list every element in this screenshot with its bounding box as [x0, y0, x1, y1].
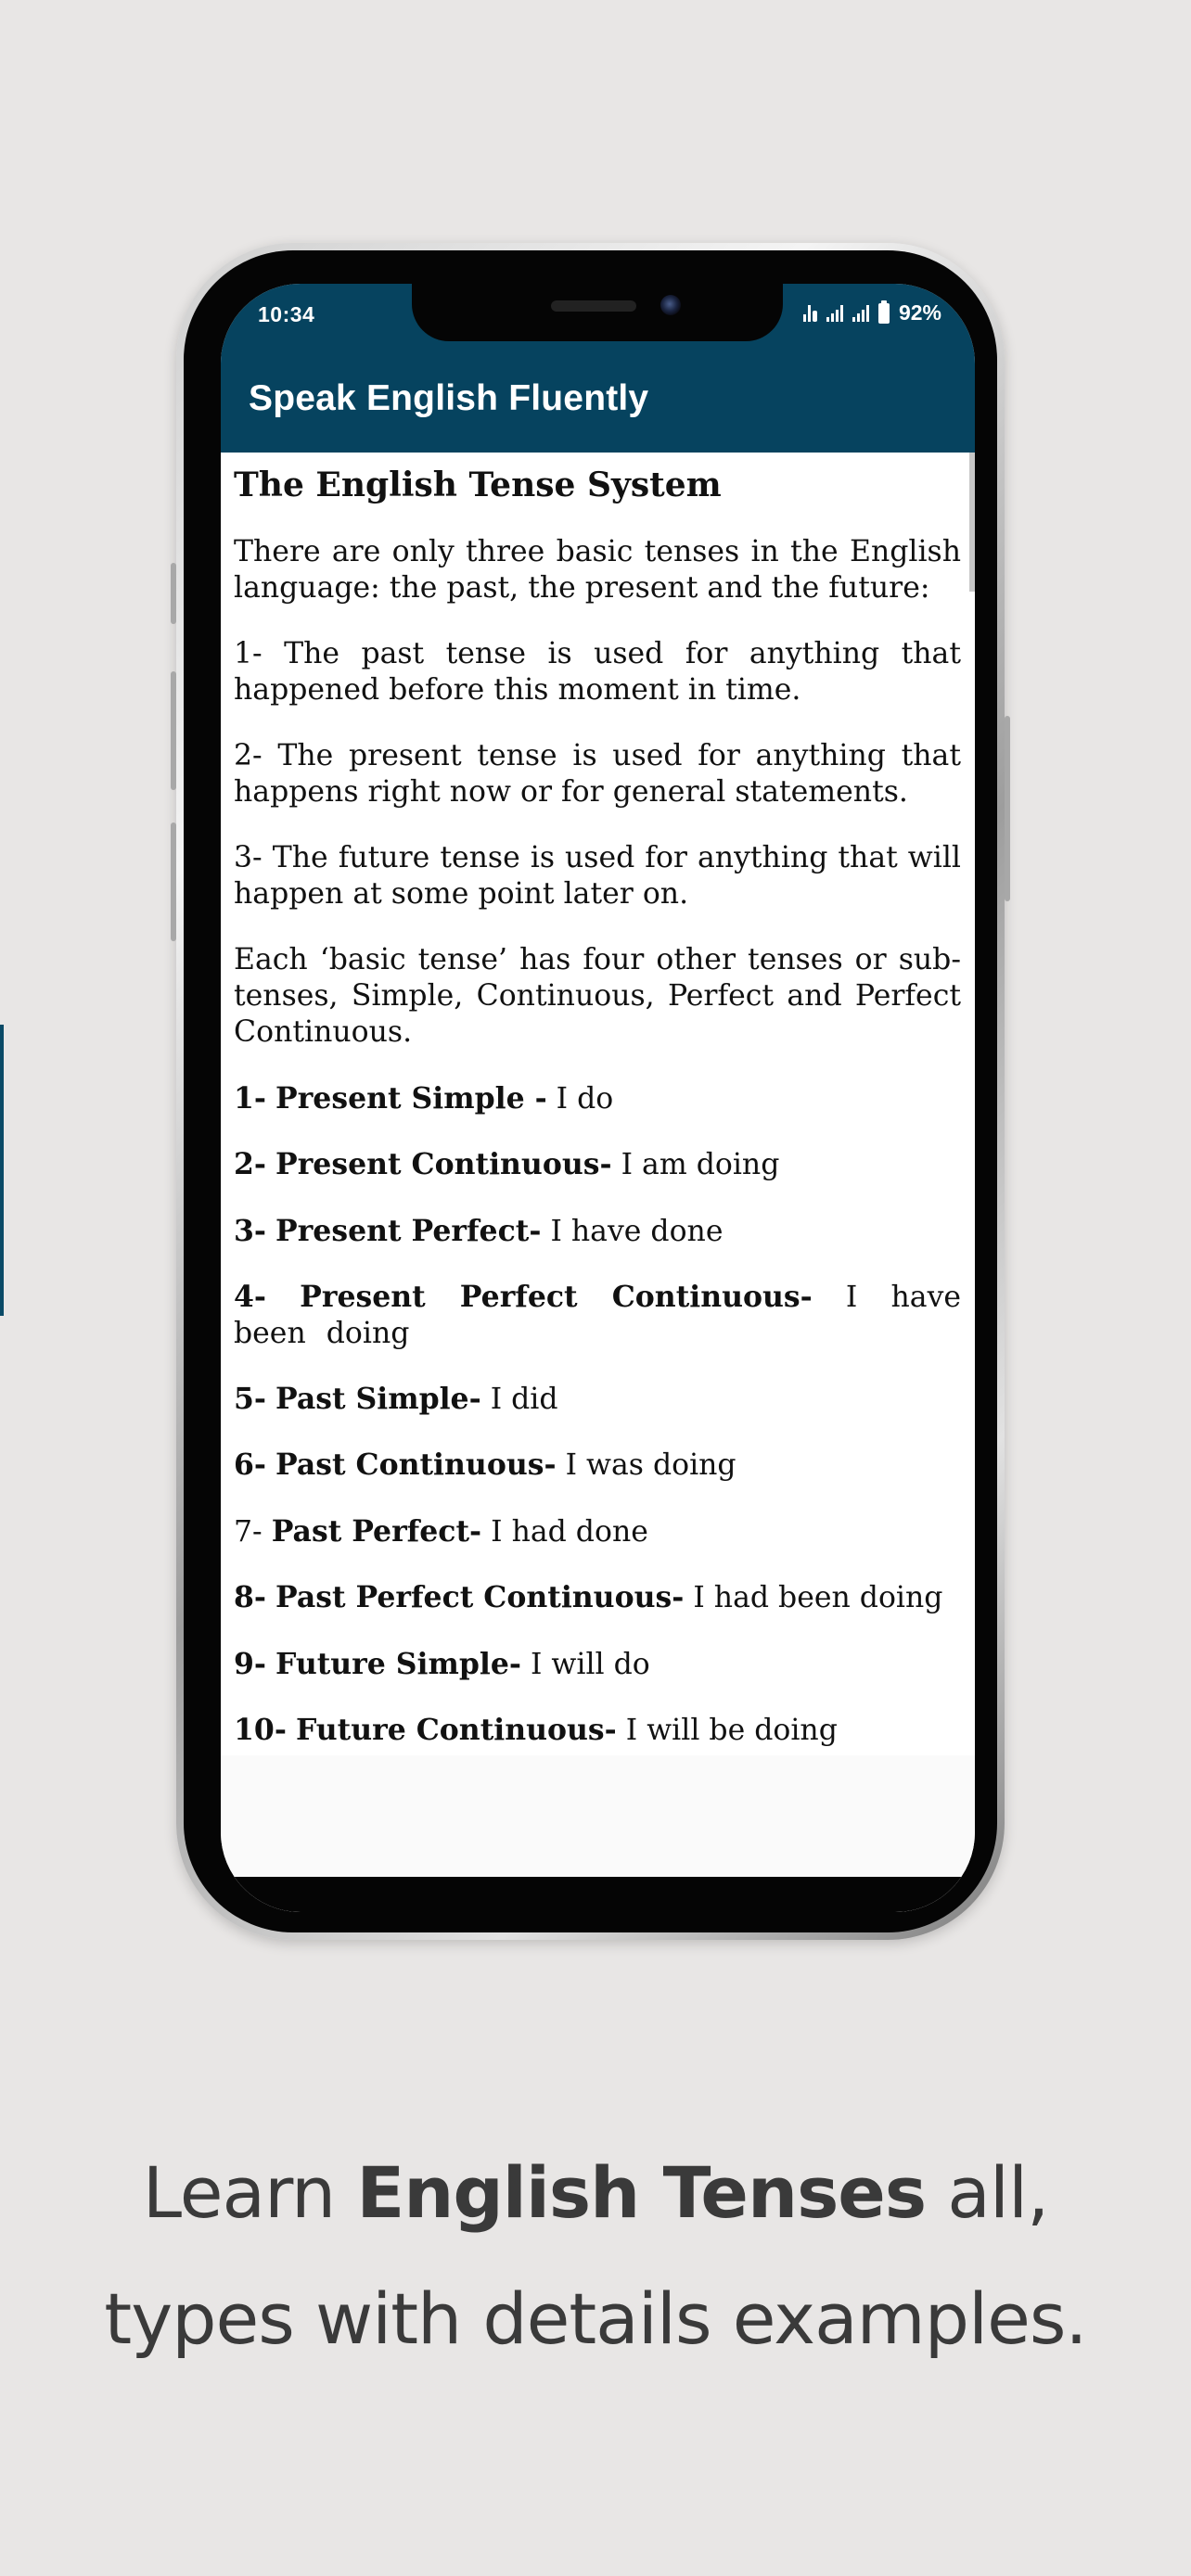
present-tense-point: 2- The present tense is used for anything that happens right now or for general statements.: [234, 739, 961, 809]
signal-icon: [852, 305, 869, 322]
bottom-bezel: [221, 1877, 975, 1912]
scrollbar-thumb[interactable]: [969, 453, 975, 592]
phone-screen: [221, 284, 975, 1912]
bottom-blank-area: [221, 1755, 975, 1912]
phone-mute-switch: [171, 563, 176, 624]
camera-notch: [412, 284, 783, 341]
phone-bezel: [184, 250, 997, 1932]
tense-item: 4- Present Perfect Continuous- I have been doing: [234, 1280, 962, 1350]
tense-item: 3- Present Perfect- I have done: [234, 1214, 724, 1248]
notification-icon: [803, 305, 817, 322]
signal-icon: [826, 305, 843, 322]
subtenses-paragraph: Each ‘basic tense’ has four other tenses or sub-tenses, Simple, Continuous, Perfect and Perfect Continuous.: [234, 943, 961, 1049]
future-tense-point: 3- The future tense is used for anything that will happen at some point later on.: [234, 841, 961, 911]
article-heading: The English Tense System: [234, 465, 722, 504]
tense-item: 9- Future Simple- I will do: [234, 1647, 650, 1681]
front-camera: [660, 295, 681, 315]
phone-volume-up-button: [171, 671, 176, 790]
tense-item: 5- Past Simple- I did: [234, 1382, 558, 1416]
phone-mockup: [176, 243, 1005, 1940]
phone-volume-down-button: [171, 823, 176, 941]
phone-power-button: [1005, 716, 1010, 901]
article-content[interactable]: [221, 453, 975, 1755]
app-bar: [221, 345, 975, 453]
status-icons: [803, 300, 941, 325]
past-tense-point: 1- The past tense is used for anything that happened before this moment in time.: [234, 637, 961, 707]
app-title: Speak English Fluently: [249, 378, 649, 418]
status-time: 10:34: [258, 302, 315, 326]
tense-item: 1- Present Simple - I do: [234, 1081, 614, 1116]
promo-tagline-line1: Learn English Tenses all,: [142, 2151, 1049, 2234]
tense-item: 2- Present Continuous- I am doing: [234, 1147, 780, 1181]
status-bar: [221, 284, 975, 345]
tense-item: 10- Future Continuous- I will be doing: [234, 1713, 838, 1747]
intro-paragraph: There are only three basic tenses in the English language: the past, the present and the future:: [234, 535, 961, 605]
side-accent-bar: [0, 1025, 4, 1316]
battery-percentage: 92%: [898, 300, 941, 325]
earpiece-speaker: [551, 300, 636, 312]
tense-item: 7- Past Perfect- I had done: [234, 1514, 648, 1549]
battery-icon: [878, 303, 890, 324]
promo-tagline-line2: types with details examples.: [104, 2277, 1087, 2360]
tense-item: 6- Past Continuous- I was doing: [234, 1447, 736, 1482]
tense-item: 8- Past Perfect Continuous- I had been doing: [234, 1580, 943, 1614]
